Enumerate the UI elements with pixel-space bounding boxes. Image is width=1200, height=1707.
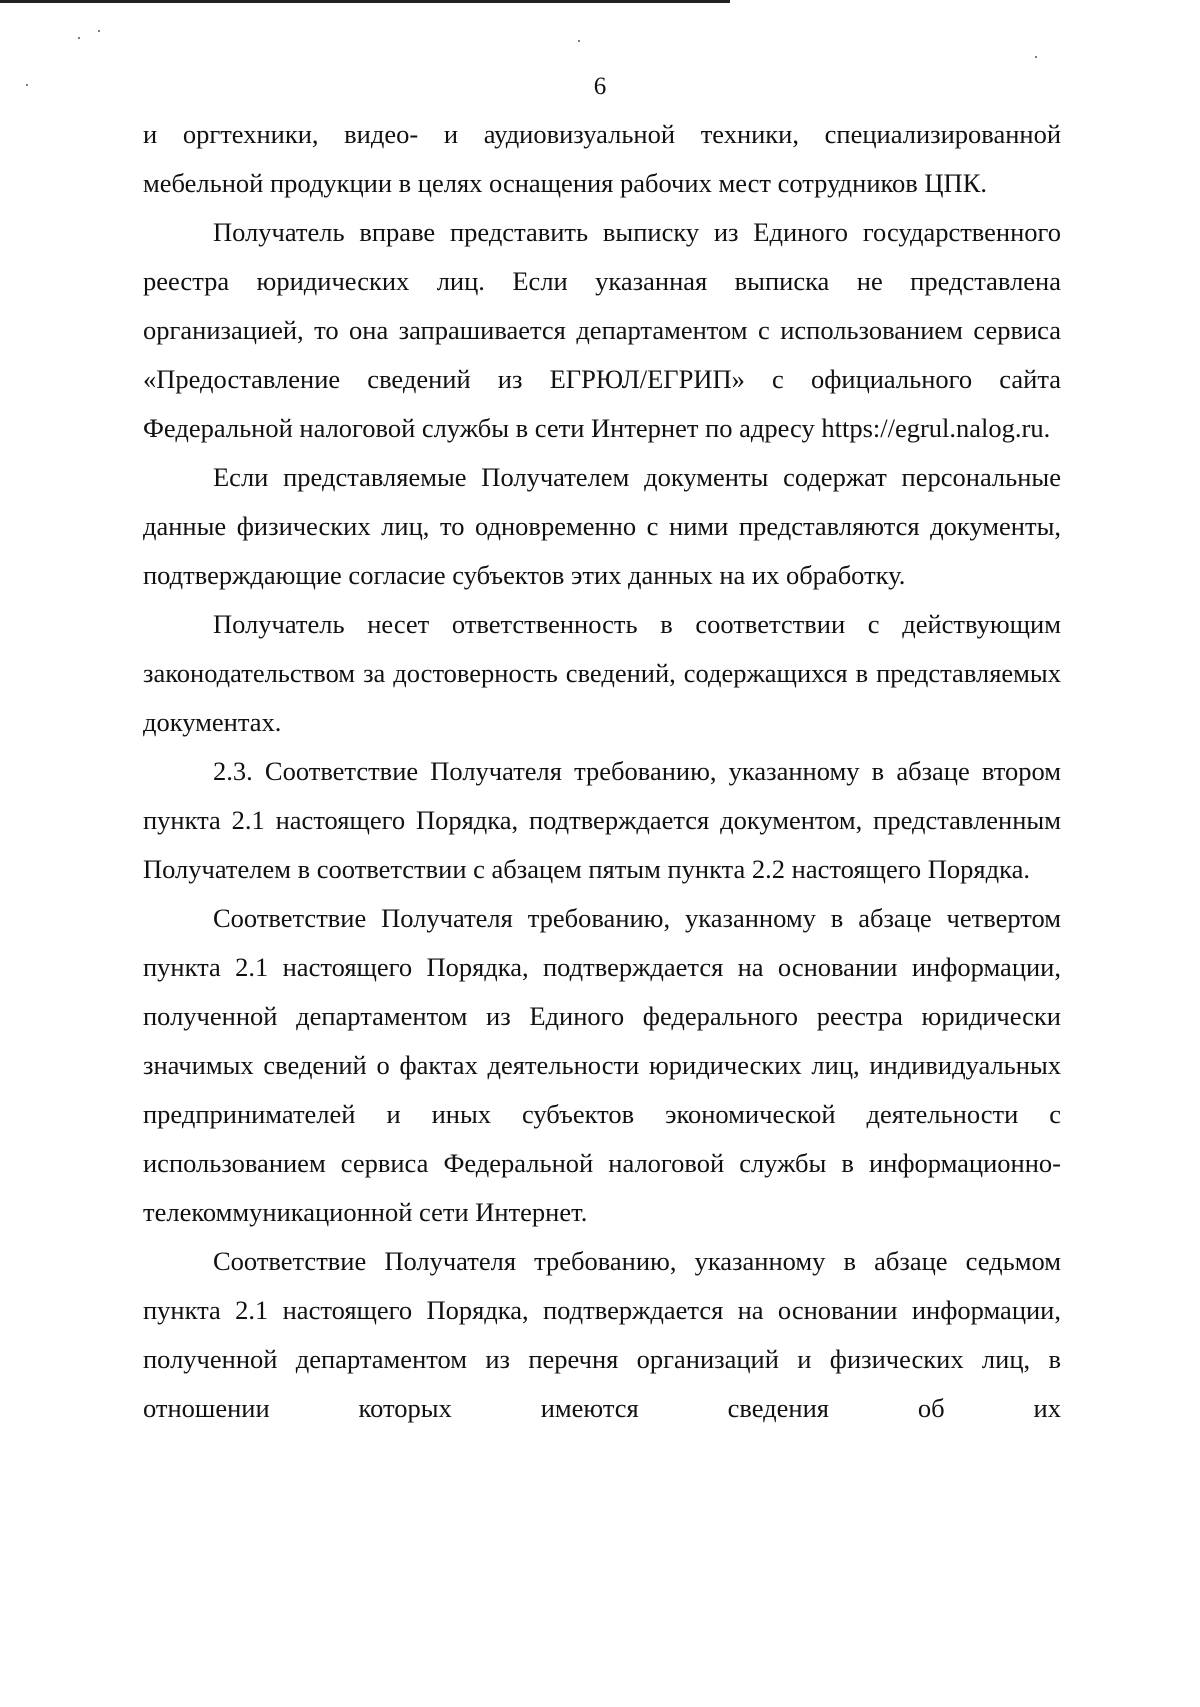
paragraph-section-2-3: 2.3. Соответствие Получателя требованию, указанному в абзаце втором пункта 2.1 настоящего Порядка, подтверждается документом, представленным Получателем в соответствии с абзацем пятым пункта 2.2 настоящего Порядка. xyxy=(143,756,1061,884)
scan-speck xyxy=(1035,56,1037,58)
scan-speck xyxy=(98,30,100,32)
scan-speck xyxy=(578,40,580,42)
body-text xyxy=(143,110,1061,1433)
paragraph: Получатель вправе представить выписку из Единого государственного реестра юридических лиц. Если указанная выписка не представлена организацией, то она запрашивается департаментом с использованием сервиса «Предоставление сведений из ЕГРЮЛ/ЕГРИП» с официального сайта Федеральной налоговой службы в сети Интернет по адресу https://egrul.nalog.ru. xyxy=(143,217,1061,443)
scan-edge-line xyxy=(0,0,730,3)
paragraph-continuation: и оргтехники, видео- и аудиовизуальной техники, специализированной мебельной продукции в целях оснащения рабочих мест сотрудников ЦПК. xyxy=(143,119,1061,198)
paragraph: Получатель несет ответственность в соответствии с действующим законодательством за достоверность сведений, содержащихся в представляемых документах. xyxy=(143,609,1061,737)
paragraph: Соответствие Получателя требованию, указанному в абзаце седьмом пункта 2.1 настоящего Порядка, подтверждается на основании информации, полученной департаментом из перечня организаций и физических лиц, в отношении которых имеются сведения об их xyxy=(143,1246,1061,1423)
page-number: 6 xyxy=(593,73,607,100)
scan-speck xyxy=(78,37,80,39)
paragraph: Если представляемые Получателем документы содержат персональные данные физических лиц, то одновременно с ними представляются документы, подтверждающие согласие субъектов этих данных на их обработку. xyxy=(143,462,1061,590)
paragraph: Соответствие Получателя требованию, указанному в абзаце четвертом пункта 2.1 настоящего Порядка, подтверждается на основании информации, полученной департаментом из Единого федерального реестра юридически значимых сведений о фактах деятельности юридических лиц, индивидуальных предпринимателей и иных субъектов экономической деятельности с использованием сервиса Федеральной налоговой службы в информационно-телекоммуникационной сети Интернет. xyxy=(143,903,1061,1227)
